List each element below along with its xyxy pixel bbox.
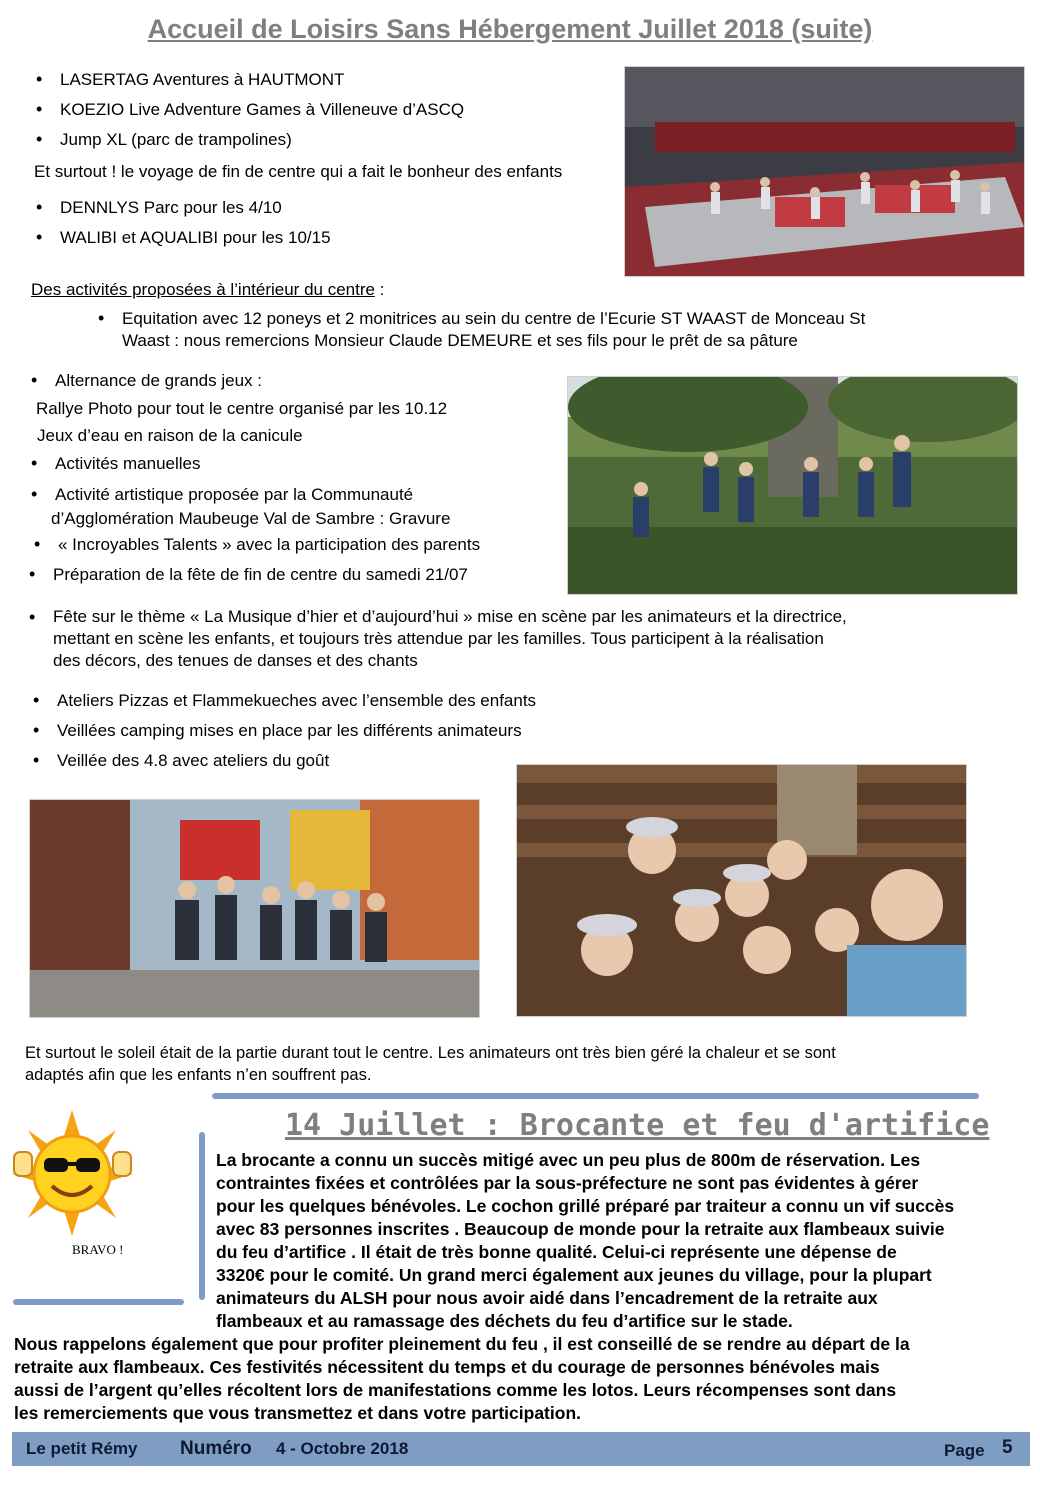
list-item: • Jump XL (parc de trampolines) (60, 129, 292, 150)
footer-issue: 4 - Octobre 2018 (276, 1439, 409, 1458)
list-item: • Veillées camping mises en place par les différents animateurs (57, 720, 522, 741)
brocante-line: pour les quelques bénévoles. Le cochon grillé préparé par traiteur a connu un vif succès (216, 1196, 955, 1216)
section-divider-top (212, 1093, 979, 1099)
list-item: • Préparation de la fête de fin de centre du samedi 21/07 (53, 564, 468, 585)
brocante-line: La brocante a connu un succès mitigé avec un peu plus de 800m de réservation. Les (216, 1150, 921, 1170)
list-item: • Fête sur le thème « La Musique d’hier et d’aujourd’hui » mise en scène par les animateurs et la directrice, (53, 606, 847, 628)
footer-page-label: Page (944, 1441, 985, 1460)
photo-group-outdoors (567, 376, 1018, 595)
sun-paragraph-line: adaptés afin que les enfants n’en souffrent pas. (25, 1066, 372, 1084)
footer-bar (12, 1432, 1030, 1466)
list-item: • KOEZIO Live Adventure Games à Villeneuve d’ASCQ (60, 99, 464, 120)
list-item: • Veillée des 4.8 avec ateliers du goût (57, 750, 329, 771)
section-title: 14 Juillet : Brocante et feu d'artifice (285, 1108, 990, 1143)
list-item-continuation: Waast : nous remercions Monsieur Claude DEMEURE et ses fils pour le prêt de sa pâture (122, 331, 798, 350)
list-item: • Equitation avec 12 poneys et 2 monitrices au sein du centre de l’Ecurie ST WAAST de Monceau St (122, 308, 865, 329)
page-title: Accueil de Loisirs Sans Hébergement Juillet 2018 (suite) (147, 14, 873, 44)
activities-heading-colon: : (374, 280, 385, 299)
trip-intro: Et surtout ! le voyage de fin de centre qui a fait le bonheur des enfants (34, 162, 563, 181)
brocante-line: avec 83 personnes inscrites . Beaucoup de monde pour la retraite aux flambeaux suivie (216, 1219, 945, 1239)
photo-trampoline-park (624, 66, 1025, 277)
footer-publication-name: Le petit Rémy (26, 1439, 138, 1458)
list-item: • Ateliers Pizzas et Flammekueches avec l’ensemble des enfants (57, 690, 536, 711)
activities-heading-text: Des activités proposées à l’intérieur du centre (31, 280, 375, 299)
list-item-continuation: mettant en scène les enfants, et toujours très attendue par les familles. Tous participent à la réalisation (53, 629, 824, 648)
rappel-line: retraite aux flambeaux. Ces festivités nécessitent du temps et du courage de personnes bénévoles mais (14, 1357, 880, 1377)
rappel-line: Nous rappelons également que pour profiter pleinement du feu , il est conseillé de se rendre au départ de la (14, 1334, 910, 1354)
brocante-line: du feu d’artifice . Il était de très bonne qualité. Celui-ci représente une dépense de (216, 1242, 897, 1262)
brocante-line: animateurs du ALSH pour nous avoir aidé dans l’encadrement de la retraite aux (216, 1288, 878, 1308)
list-item: • Alternance de grands jeux : (55, 370, 262, 391)
list-item: • LASERTAG Aventures à HAUTMONT (60, 69, 344, 90)
photo-group-selfie (516, 764, 967, 1017)
brocante-line: contraintes fixées et contrôlées par la sous-préfecture ne sont pas évidentes à gérer (216, 1173, 919, 1193)
brocante-line: 3320€ pour le comité. Un grand merci également aux jeunes du village, pour la plupart (216, 1265, 932, 1285)
list-item: • Activités manuelles (55, 453, 201, 474)
footer-numero-label: Numéro (180, 1438, 252, 1459)
list-item: • WALIBI et AQUALIBI pour les 10/15 (60, 227, 331, 248)
section-divider-bottom (13, 1299, 184, 1305)
list-item: • DENNLYS Parc pour les 4/10 (60, 197, 282, 218)
sub-item: Jeux d’eau en raison de la canicule (37, 426, 303, 445)
list-item: • Activité artistique proposée par la Communauté (55, 484, 413, 505)
list-item: • « Incroyables Talents » avec la participation des parents (58, 534, 480, 555)
list-item-continuation: d’Agglomération Maubeuge Val de Sambre : Gravure (51, 509, 451, 528)
rappel-line: les remerciements que vous transmettez et dans votre participation. (14, 1403, 581, 1423)
bravo-caption: BRAVO ! (72, 1242, 124, 1257)
footer-page-number: 5 (1002, 1437, 1013, 1458)
sub-item: Rallye Photo pour tout le centre organisé par les 10.12 (36, 399, 448, 418)
brocante-line: flambeaux et au ramassage des déchets du feu d’artifice sur le stade. (216, 1311, 793, 1331)
sun-thumbs-up-icon (10, 1108, 135, 1238)
photo-amusement-park (29, 799, 480, 1018)
rappel-line: aussi de l’argent qu’elles récoltent lors de manifestations comme les lotos. Leurs récompenses sont dans (14, 1380, 897, 1400)
section-divider-vertical (199, 1132, 205, 1300)
list-item-continuation: des décors, des tenues de danses et des chants (53, 651, 418, 670)
sun-paragraph-line: Et surtout le soleil était de la partie durant tout le centre. Les animateurs ont très bien géré la chaleur et se sont (25, 1044, 836, 1062)
activities-heading (31, 279, 384, 300)
